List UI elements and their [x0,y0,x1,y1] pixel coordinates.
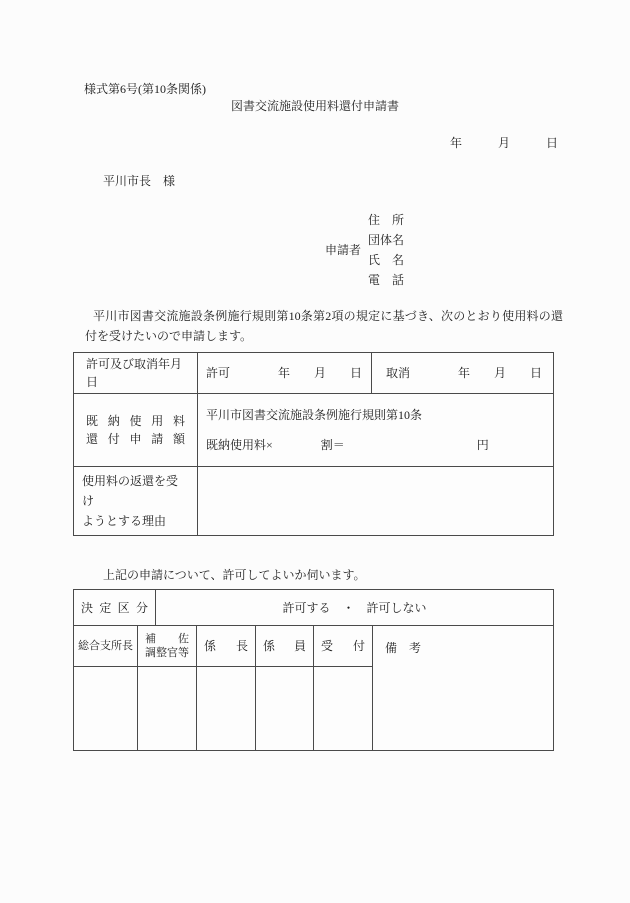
applicant-phone-field: 電 話 [368,273,405,287]
addressee: 平川市長 様 [103,174,176,188]
branch-chief-header: 総合支所長 [74,626,137,667]
refund-reason-header-line2: ようとする理由 [82,514,167,528]
refund-amount-value [198,394,553,466]
applicant-fields [368,210,404,290]
approval-table [73,589,554,751]
assistant-header-line2: 調整官等 [145,647,189,659]
branch-chief-stamp-space [74,667,137,750]
decision-row [74,590,553,626]
reception-column [314,626,373,750]
assistant-header [138,626,196,667]
section-chief-stamp-space [197,667,255,750]
applicant-name-field: 氏 名 [368,253,405,267]
body-paragraph: 平川市図書交流施設条例施行規則第10条第2項の規定に基づき、次のとおり使用料の還付を受けたいので申請します。 [85,309,563,343]
refund-reason-row [74,467,553,535]
applicant-label: 申請者 [325,243,362,257]
assistant-stamp-space [138,667,196,750]
branch-chief-column [74,626,138,750]
refund-reason-header-line1: 使用料の返還を受け [82,474,179,508]
refund-reason-value [198,467,553,535]
section-member-header: 係 員 [263,639,306,653]
section-chief-column [197,626,256,750]
decision-header: 決 定 区 分 [74,590,156,625]
assistant-column [138,626,197,750]
refund-rule-line: 平川市図書交流施設条例施行規則第10条 [206,408,423,422]
permit-cancel-date-row [74,353,553,394]
refund-amount-row [74,394,553,467]
section-member-stamp-space [256,667,313,750]
applicant-block [325,210,404,290]
form-number: 様式第6号(第10条関係) [84,82,206,96]
page-title: 図書交流施設使用料還付申請書 [230,99,399,113]
refund-formula-line: 既納使用料× 割＝ 円 [206,438,489,452]
section-chief-header: 係 長 [204,639,248,653]
permit-date-cell: 許可 年 月 日 [198,353,372,393]
cancel-date-cell: 取消 年 月 日 [386,366,543,380]
reception-stamp-space [314,667,372,750]
permit-cancel-date-header: 許可及び取消年月日 [74,353,198,393]
stamp-row [74,626,553,750]
decision-options: 許可する ・ 許可しない [282,600,427,615]
refund-amount-header-line2: 還 付 申 請 額 [86,432,185,446]
section-member-column [256,626,314,750]
remarks-cell: 備 考 [385,641,422,655]
assistant-header-line1: 補 佐 [145,633,189,645]
refund-table [73,352,554,536]
date-line: 年 月 日 [449,136,558,150]
applicant-address-field: 住 所 [368,213,405,227]
refund-amount-header [74,394,198,466]
inquiry-sentence: 上記の申請について、許可してよいか伺います。 [103,568,366,582]
refund-reason-header [74,467,198,535]
refund-amount-header-line1: 既 納 使 用 料 [86,414,185,428]
reception-header: 受 付 [321,639,365,653]
applicant-group-name-field: 団体名 [368,233,405,247]
